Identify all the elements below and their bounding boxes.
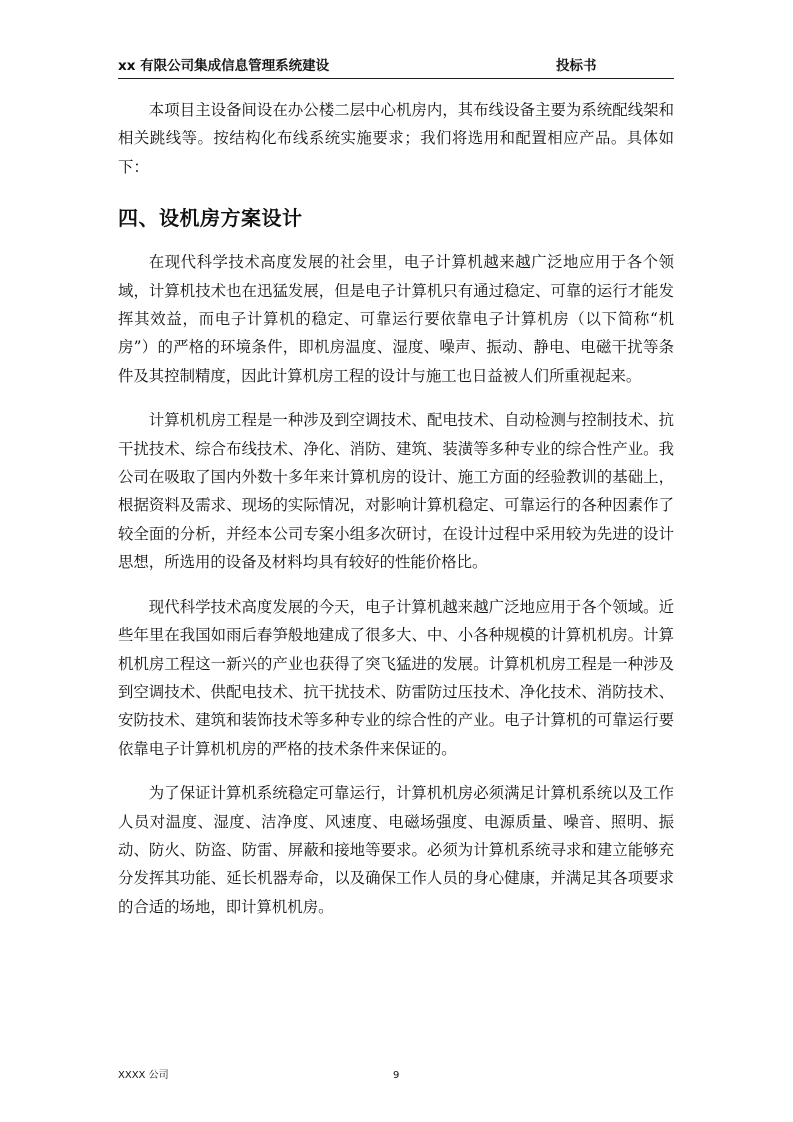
body-paragraph-2: 计算机机房工程是一种涉及到空调技术、配电技术、自动检测与控制技术、抗干扰技术、综合布线技术、净化、消防、建筑、装潢等多种专业的综合性产业。我公司在吸取了国内外数十多年来计算机房的设计、施工方面的经验教训的基础上，根据资料及需求、现场的实际情况，对影响计算机稳定、可靠运行的各种因素作了较全面的分析，并经本公司专案小组多次研讨，在设计过程中采用较为先进的设计思想，所选用的设备及材料均具有较好的性能价格比。 — [118, 411, 674, 572]
intro-paragraph: 本项目主设备间设在办公楼二层中心机房内，其布线设备主要为系统配线架和相关跳线等。按结构化布线系统实施要求；我们将选用和配置相应产品。具体如下： — [118, 101, 674, 176]
document-body — [118, 96, 674, 921]
header-title: xx 有限公司集成信息管理系统建设 — [118, 58, 330, 74]
body-paragraph-1: 在现代科学技术高度发展的社会里，电子计算机越来越广泛地应用于各个领域，计算机技术也在迅猛发展，但是电子计算机只有通过稳定、可靠的运行才能发挥其效益，而电子计算机的稳定、可靠运行要依靠电子计算机房（以下简称“机房”）的严格的环境条件，即机房温度、湿度、噪声、振动、静电、电磁干扰等条件及其控制精度，因此计算机房工程的设计与施工也日益被人们所重视起来。 — [118, 253, 674, 385]
body-paragraph-3: 现代科学技术高度发展的今天，电子计算机越来越广泛地应用于各个领域。近些年里在我国如雨后春笋般地建成了很多大、中、小各种规模的计算机机房。计算机机房工程这一新兴的产业也获得了突飞猛进的发展。计算机机房工程是一种涉及到空调技术、供配电技术、抗干扰技术、防雷防过压技术、净化技术、消防技术、安防技术、建筑和装饰技术等多种专业的综合性的产业。电子计算机的可靠运行要依靠电子计算机机房的严格的技术条件来保证的。 — [118, 597, 674, 758]
section-heading: 四、设机房方案设计 — [118, 206, 303, 231]
body-paragraph-4: 为了保证计算机系统稳定可靠运行，计算机机房必须满足计算机系统以及工作人员对温度、湿度、洁净度、风速度、电磁场强度、电源质量、噪音、照明、振动、防火、防盗、防雷、屏蔽和接地等要求。必须为计算机系统寻求和建立能够充分发挥其功能、延长机器寿命，以及确保工作人员的身心健康，并满足其各项要求的合适的场地，即计算机机房。 — [118, 784, 674, 916]
page-header — [118, 56, 674, 79]
page-number: 9 — [393, 1070, 400, 1081]
footer-company: XXXX 公司 — [118, 1070, 169, 1081]
header-doc-type: 投标书 — [556, 58, 597, 74]
